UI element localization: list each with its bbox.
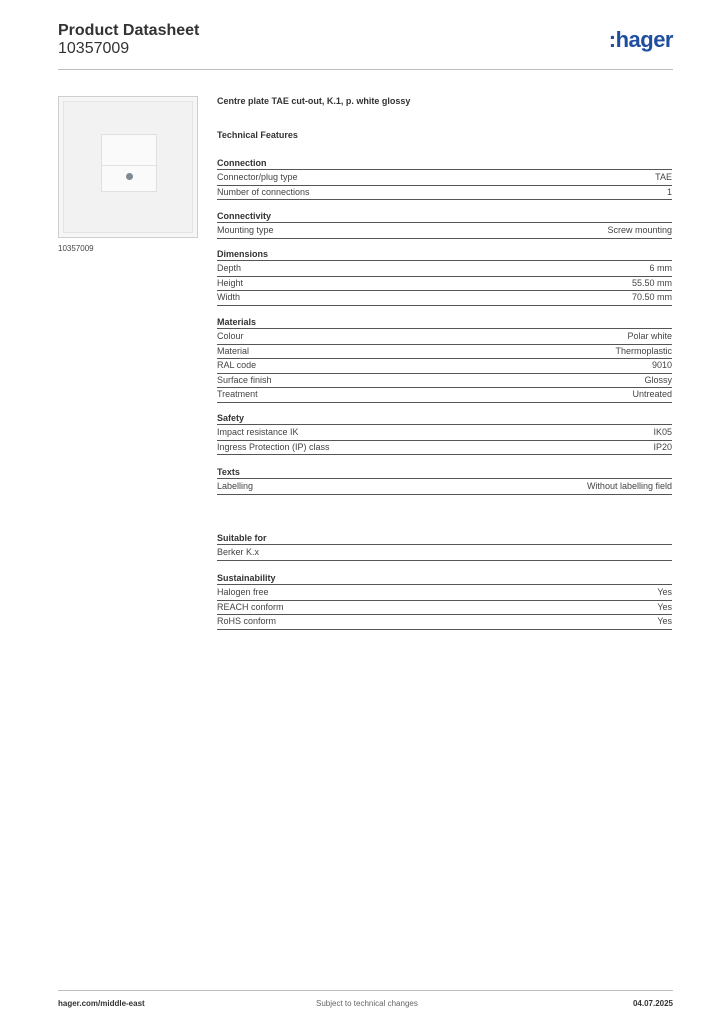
spec-row	[217, 426, 672, 441]
spec-value: 1	[666, 186, 672, 197]
spec-label: Colour	[217, 331, 244, 341]
spec-row	[217, 224, 672, 239]
spec-value: IK05	[653, 427, 672, 437]
spec-value: Thermoplastic	[615, 345, 672, 356]
spec-row	[217, 388, 672, 403]
cutout-divider	[102, 165, 156, 166]
spec-value: 55.50 mm	[631, 277, 672, 288]
plate-indicator-dot	[126, 173, 133, 180]
spec-row	[217, 291, 672, 306]
section-title-connection: Connection	[217, 157, 672, 170]
logo-prefix: :	[608, 27, 616, 52]
spec-row	[217, 546, 672, 561]
spec-value: Yes	[657, 601, 672, 612]
product-name: Centre plate TAE cut-out, K.1, p. white glossy	[217, 96, 411, 106]
spec-label: Material	[217, 345, 250, 356]
document-title: Product Datasheet	[58, 22, 200, 39]
spec-row	[217, 186, 672, 201]
spec-value: Without labelling field	[586, 481, 672, 491]
spec-value: Yes	[657, 587, 672, 597]
technical-features-heading: Technical Features	[217, 130, 298, 140]
spec-row	[217, 330, 672, 345]
spec-row	[217, 262, 672, 277]
image-caption: 10357009	[58, 244, 94, 253]
logo-text: hager	[615, 27, 673, 52]
section-title-safety: Safety	[217, 412, 672, 425]
spec-value: Untreated	[632, 389, 672, 400]
section-title-connectivity: Connectivity	[217, 210, 672, 223]
footer-date: 04.07.2025	[632, 999, 673, 1008]
spec-row	[217, 601, 672, 616]
spec-value: Glossy	[644, 374, 672, 385]
spec-label: Impact resistance IK	[217, 427, 299, 437]
spec-value: 6 mm	[649, 263, 672, 273]
spec-label: Surface finish	[217, 374, 272, 385]
spec-label: Connector/plug type	[217, 172, 298, 182]
page-footer	[58, 990, 673, 1020]
spec-value: 70.50 mm	[631, 292, 672, 303]
section-title-sustainability: Sustainability	[217, 572, 672, 585]
section-title-materials: Materials	[217, 316, 672, 329]
spec-row	[217, 374, 672, 389]
product-number: 10357009	[58, 40, 130, 57]
spec-label: Depth	[217, 263, 242, 273]
spec-value: Polar white	[627, 331, 672, 341]
plate-cutout	[101, 134, 157, 192]
spec-value: IP20	[653, 441, 672, 452]
spec-label: Halogen free	[217, 587, 269, 597]
spec-row	[217, 359, 672, 374]
spec-label: Number of connections	[217, 186, 310, 197]
section-title-dimensions: Dimensions	[217, 248, 672, 261]
spec-row	[217, 615, 672, 630]
spec-value: 9010	[651, 360, 672, 371]
spec-row	[217, 586, 672, 601]
footer-website: hager.com/middle-east	[58, 999, 145, 1008]
spec-label: Ingress Protection (IP) class	[217, 441, 330, 452]
spec-label: Treatment	[217, 389, 258, 400]
footer-notice: Subject to technical changes	[316, 999, 418, 1008]
product-image	[58, 96, 198, 238]
spec-row	[217, 480, 672, 495]
spec-label: Labelling	[217, 481, 254, 491]
spec-row	[217, 345, 672, 360]
spec-value: Screw mounting	[607, 225, 672, 235]
spec-row	[217, 171, 672, 186]
centre-plate-picture	[63, 101, 193, 233]
spec-row	[217, 441, 672, 456]
section-title-suitable-for: Suitable for	[217, 532, 672, 545]
spec-label: Berker K.x	[217, 547, 260, 557]
spec-row	[217, 277, 672, 292]
page-header	[58, 22, 673, 70]
spec-value: Yes	[657, 616, 672, 627]
section-title-texts: Texts	[217, 466, 672, 479]
spec-label: RoHS conform	[217, 616, 277, 627]
spec-label: REACH conform	[217, 601, 284, 612]
spec-label: RAL code	[217, 360, 257, 371]
spec-label: Mounting type	[217, 225, 274, 235]
spec-label: Width	[217, 292, 241, 303]
spec-value: TAE	[655, 172, 672, 182]
spec-label: Height	[217, 277, 244, 288]
hager-logo	[609, 28, 673, 52]
